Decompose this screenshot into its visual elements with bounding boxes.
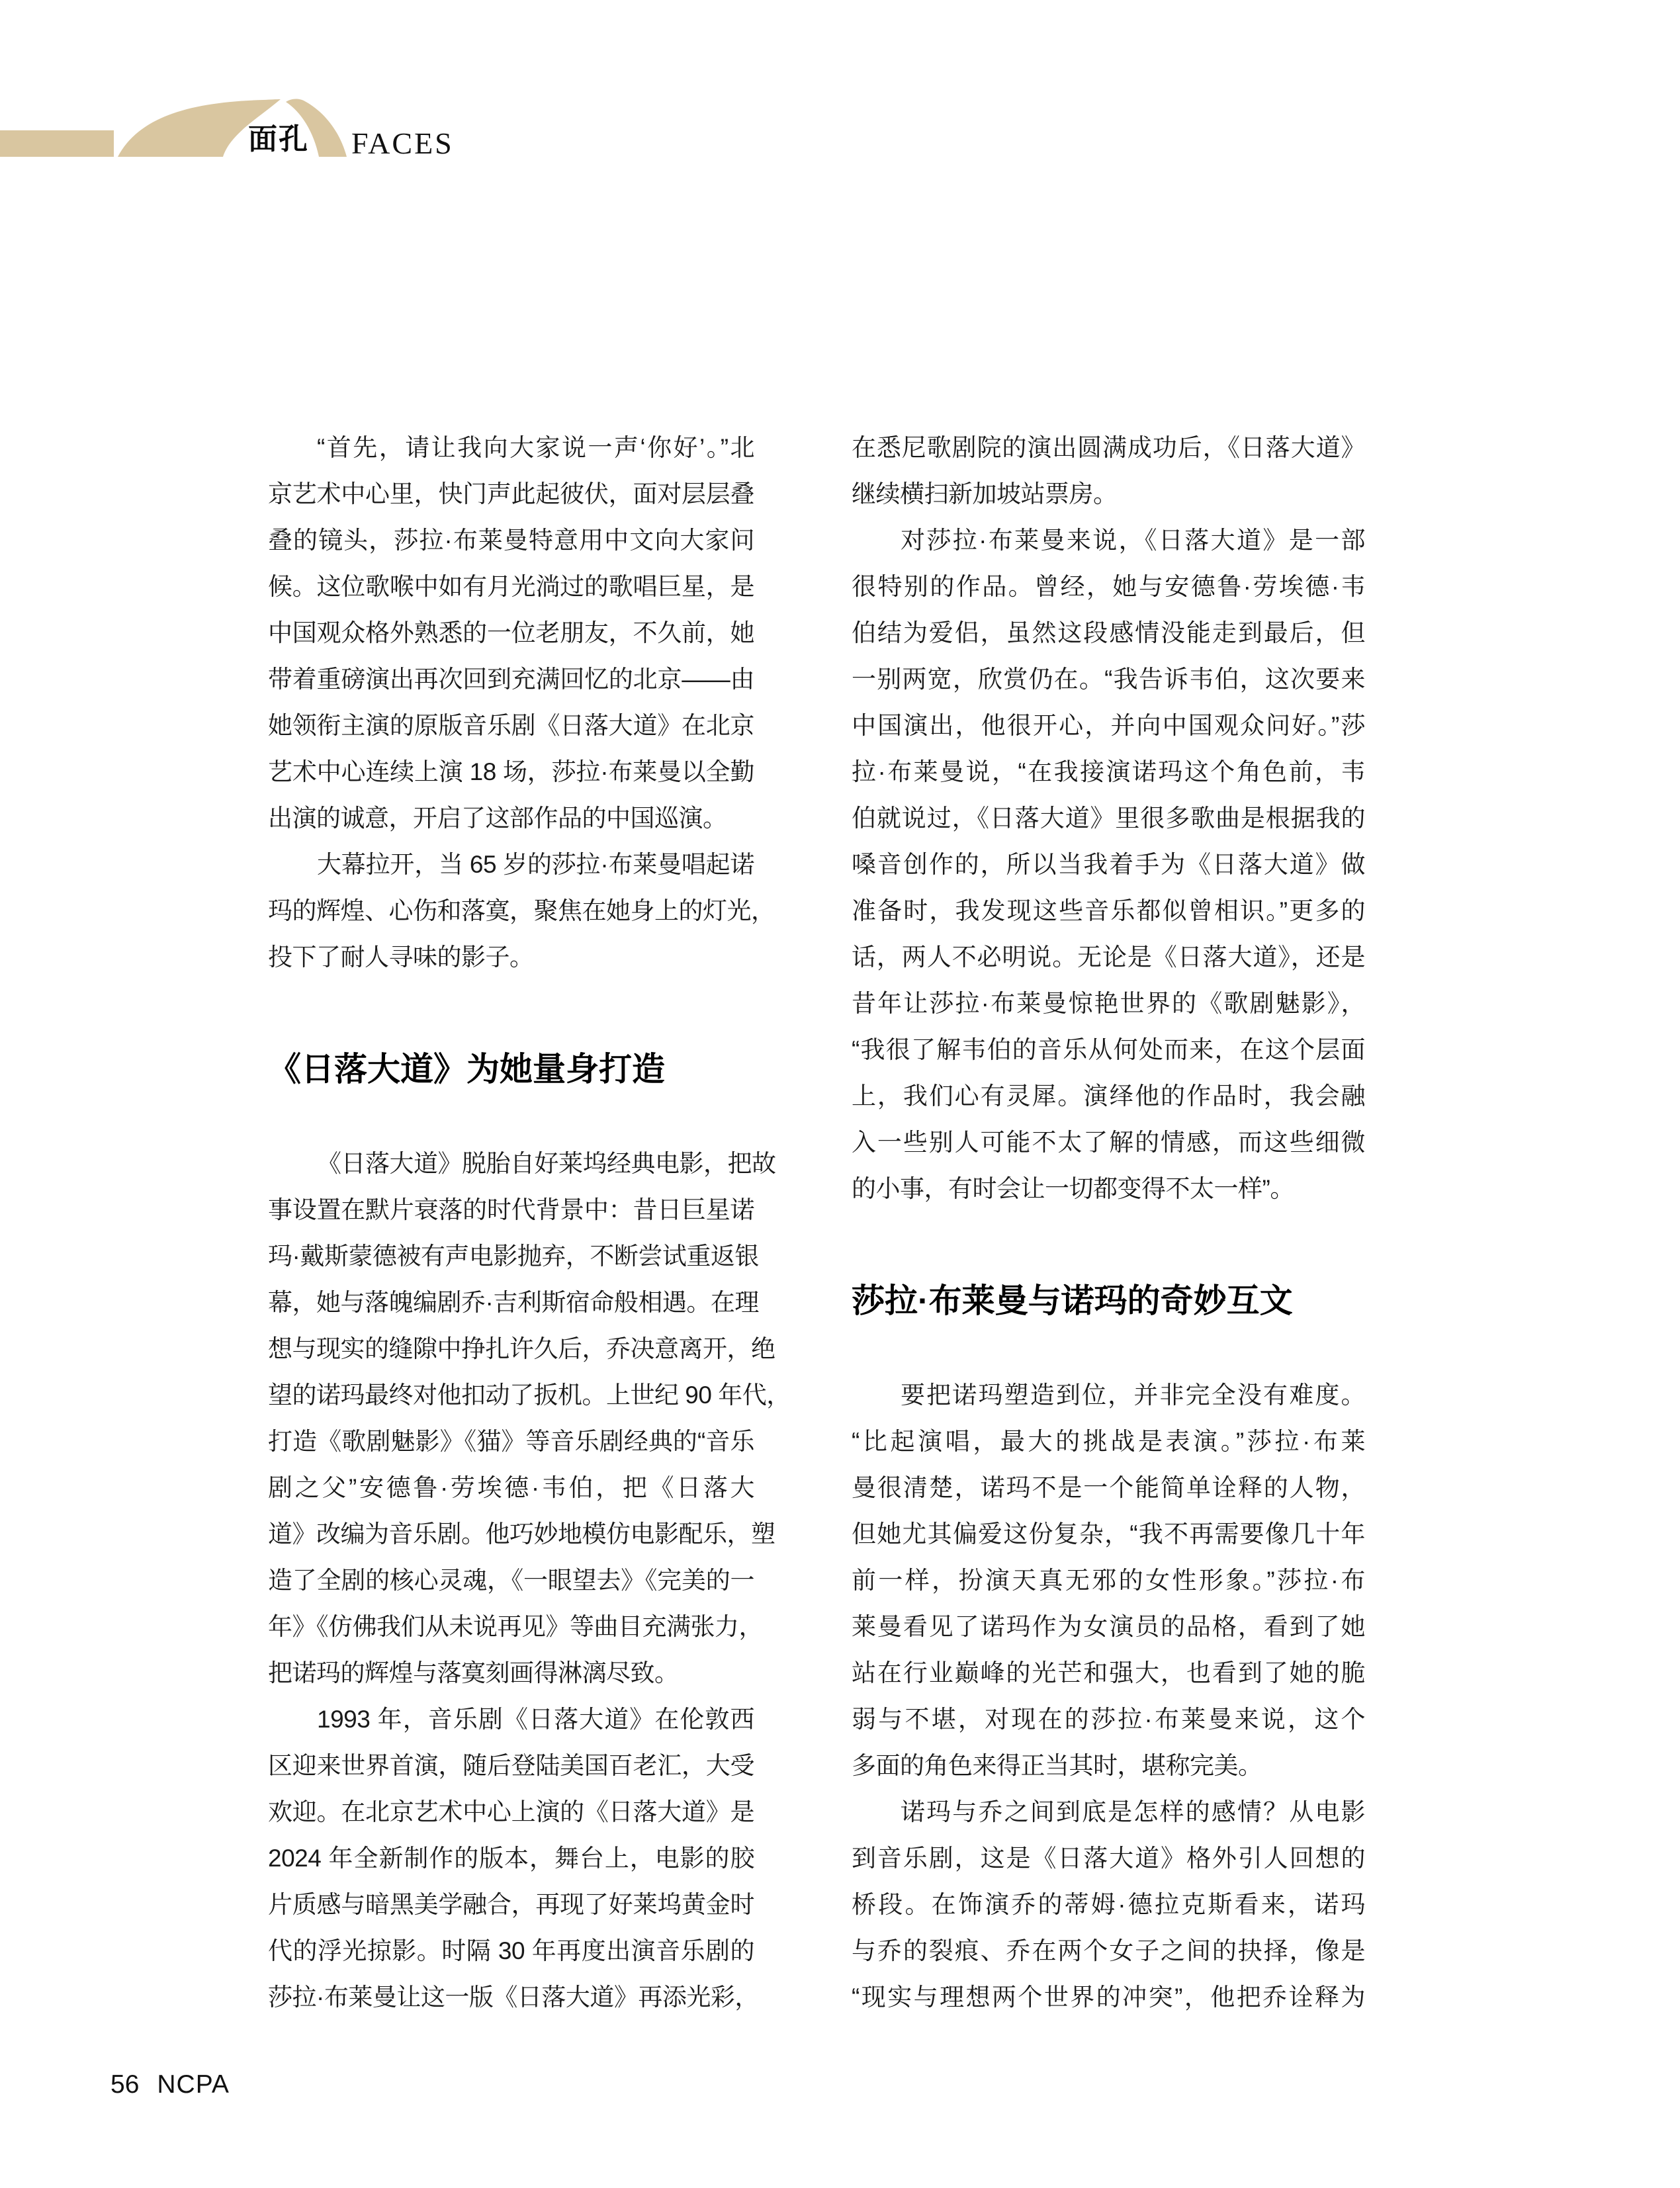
text-line: 艺术中心连续上演 18 场，莎拉·布莱曼以全勤 [268, 758, 754, 785]
article-subheading: 《日落大道》为她量身打造 [268, 1051, 665, 1088]
paragraph [852, 517, 1365, 1212]
text-line: 嗓音创作的，所以当我着手为《日落大道》做 [852, 851, 1365, 878]
page-number: 56 [111, 2070, 140, 2099]
text-line: 区迎来世界首演，随后登陆美国百老汇，大受 [268, 1752, 754, 1779]
text-line: 昔年让莎拉·布莱曼惊艳世界的《歌剧魅影》， [852, 990, 1365, 1017]
text-line: 继续横扫新加坡站票房。 [852, 480, 1118, 507]
text-line: 带着重磅演出再次回到充满回忆的北京——由 [268, 666, 754, 693]
text-line: 年》《仿佛我们从未说再见》等曲目充满张力， [268, 1613, 763, 1640]
text-line: 与乔的裂痕、乔在两个女子之间的抉择，像是 [852, 1937, 1365, 1964]
text-line: “我很了解韦伯的音乐从何处而来，在这个层面 [852, 1036, 1365, 1063]
section-title-chinese: 面孔 [248, 123, 309, 155]
text-line: 2024 年全新制作的版本，舞台上，电影的胶 [268, 1845, 754, 1872]
text-line: 剧之父”安德鲁·劳埃德·韦伯，把《日落大 [268, 1474, 754, 1501]
text-line: 准备时，我发现这些音乐都似曾相识。”更多的 [852, 897, 1365, 924]
text-line: 上，我们心有灵犀。演绎他的作品时，我会融 [852, 1082, 1365, 1110]
section-header [0, 0, 596, 172]
text-line: 桥段。在饰演乔的蒂姆·德拉克斯看来，诺玛 [852, 1891, 1365, 1918]
page-footer [111, 2071, 230, 2099]
text-line: 叠的镜头，莎拉·布莱曼特意用中文向大家问 [268, 527, 754, 554]
text-line: 一别两宽，欣赏仍在。“我告诉韦伯，这次要来 [852, 666, 1365, 693]
text-line: 玛的辉煌、心伤和落寞，聚焦在她身上的灯光， [268, 897, 775, 924]
text-line: 欢迎。在北京艺术中心上演的《日落大道》是 [268, 1798, 754, 1825]
text-line: 投下了耐人寻味的影子。 [268, 943, 534, 971]
text-line: 莱曼看见了诺玛作为女演员的品格，看到了她 [852, 1613, 1365, 1640]
text-line: 入一些别人可能不太了解的情感，而这些细微 [852, 1129, 1365, 1156]
text-line: 她领衔主演的原版音乐剧《日落大道》在北京 [268, 712, 754, 739]
article-column-right [852, 425, 1365, 2021]
text-line: 幕，她与落魄编剧乔·吉利斯宿命般相遇。在理 [268, 1289, 759, 1316]
text-line: 伯就说过，《日落大道》里很多歌曲是根据我的 [852, 805, 1365, 832]
text-line: 京艺术中心里，快门声此起彼伏，面对层层叠 [268, 480, 754, 507]
text-line: 弱与不堪，对现在的莎拉·布莱曼来说，这个 [852, 1706, 1365, 1733]
text-line: 大幕拉开，当 65 岁的莎拉·布莱曼唱起诺 [317, 851, 754, 878]
text-line: 到音乐剧，这是《日落大道》格外引人回想的 [852, 1845, 1365, 1872]
header-rule-bar [0, 130, 114, 157]
paragraph [852, 1372, 1365, 1789]
paragraph [268, 842, 775, 981]
text-line: 莎拉·布莱曼让这一版《日落大道》再添光彩， [268, 1984, 759, 2011]
text-line: 把诺玛的辉煌与落寞刻画得淋漓尽致。 [268, 1659, 679, 1686]
publication-name: NCPA [157, 2070, 230, 2099]
text-line: 出演的诚意，开启了这部作品的中国巡演。 [268, 805, 727, 832]
text-line: 要把诺玛塑造到位，并非完全没有难度。 [901, 1381, 1365, 1409]
paragraph [268, 425, 754, 842]
text-line: 1993 年，音乐剧《日落大道》在伦敦西 [317, 1706, 754, 1733]
text-line: 造了全剧的核心灵魂，《一眼望去》《完美的一 [268, 1567, 754, 1594]
article-column-left [268, 425, 791, 2021]
text-line: 候。这位歌喉中如有月光淌过的歌唱巨星，是 [268, 573, 754, 600]
text-line: “比起演唱，最大的挑战是表演。”莎拉·布莱 [852, 1428, 1365, 1455]
paragraph [852, 425, 1365, 517]
text-line: 事设置在默片衰落的时代背景中：昔日巨星诺 [268, 1196, 754, 1223]
text-line: 代的浮光掠影。时隔 30 年再度出演音乐剧的 [268, 1937, 754, 1964]
text-line: 伯结为爱侣，虽然这段感情没能走到最后，但 [852, 619, 1365, 646]
paragraph [268, 1141, 791, 1696]
text-line: 在悉尼歌剧院的演出圆满成功后，《日落大道》 [852, 434, 1365, 461]
text-line: “首先，请让我向大家说一声‘你好’。”北 [317, 434, 754, 461]
text-line: 望的诺玛最终对他扣动了扳机。上世纪 90 年代， [268, 1381, 791, 1409]
text-line: 打造《歌剧魅影》《猫》等音乐剧经典的“音乐 [268, 1428, 754, 1455]
text-line: 诺玛与乔之间到底是怎样的感情？从电影 [901, 1798, 1365, 1825]
paragraph [852, 1789, 1365, 2021]
section-title-english: FACES [351, 126, 454, 160]
text-line: 《日落大道》脱胎自好莱坞经典电影，把故 [317, 1150, 776, 1177]
text-line: 但她尤其偏爱这份复杂，“我不再需要像几十年 [852, 1520, 1365, 1548]
paragraph [268, 1696, 759, 2021]
text-line: 中国观众格外熟悉的一位老朋友，不久前，她 [268, 619, 754, 646]
text-line: 曼很清楚，诺玛不是一个能简单诠释的人物， [852, 1474, 1365, 1501]
text-line: 的小事，有时会让一切都变得不太一样”。 [852, 1175, 1294, 1202]
text-line: 对莎拉·布莱曼来说，《日落大道》是一部 [901, 527, 1365, 554]
text-line: 站在行业巅峰的光芒和强大，也看到了她的脆 [852, 1659, 1365, 1686]
article-subheading: 莎拉·布莱曼与诺玛的奇妙互文 [852, 1282, 1293, 1319]
text-line: 很特别的作品。曾经，她与安德鲁·劳埃德·韦 [852, 573, 1365, 600]
text-line: 话，两人不必明说。无论是《日落大道》，还是 [852, 943, 1365, 971]
text-line: 玛·戴斯蒙德被有声电影抛弃，不断尝试重返银 [268, 1243, 759, 1270]
text-line: 拉·布莱曼说，“在我接演诺玛这个角色前，韦 [852, 758, 1365, 785]
text-line: 前一样，扮演天真无邪的女性形象。”莎拉·布 [852, 1567, 1365, 1594]
text-line: 中国演出，他很开心，并向中国观众问好。”莎 [852, 712, 1365, 739]
text-line: 道》改编为音乐剧。他巧妙地模仿电影配乐，塑 [268, 1520, 775, 1548]
text-line: “现实与理想两个世界的冲突”，他把乔诠释为 [852, 1984, 1365, 2011]
text-line: 多面的角色来得正当其时，堪称完美。 [852, 1752, 1262, 1779]
text-line: 想与现实的缝隙中挣扎许久后，乔决意离开，绝 [268, 1335, 775, 1362]
text-line: 片质感与暗黑美学融合，再现了好莱坞黄金时 [268, 1891, 754, 1918]
